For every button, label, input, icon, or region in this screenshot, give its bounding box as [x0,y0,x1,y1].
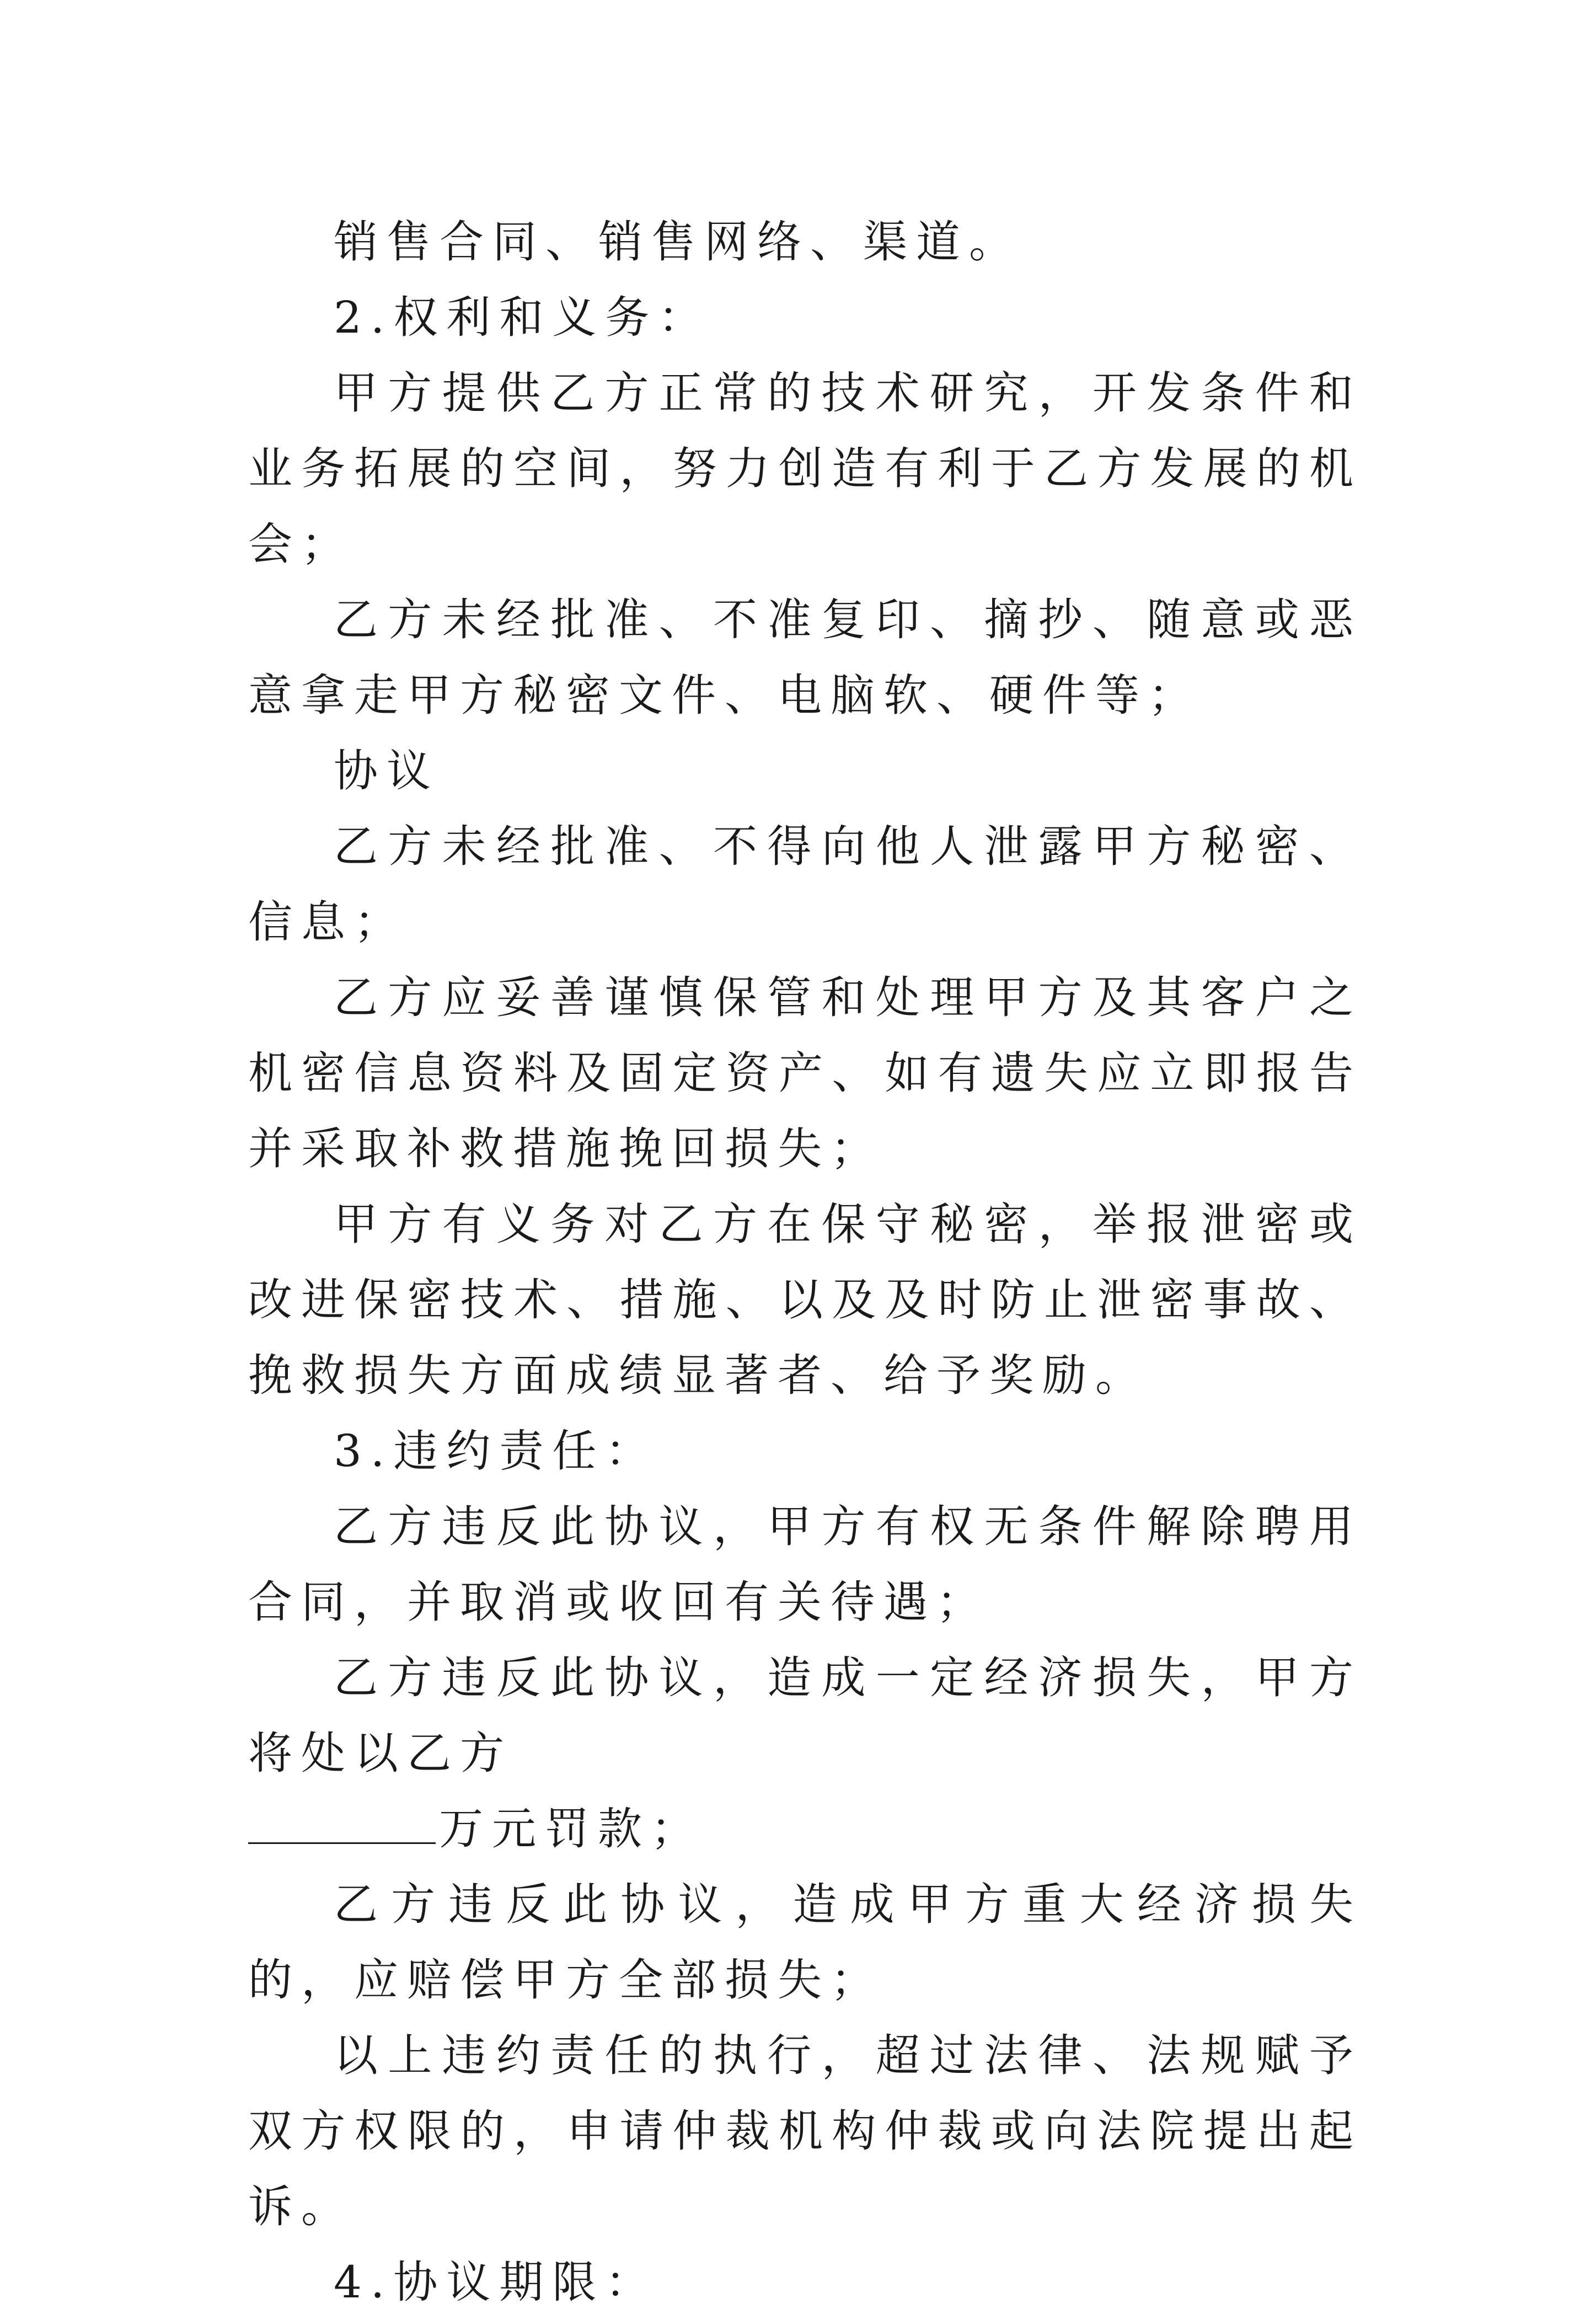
document-body [248,204,1362,2320]
paragraph-arbitration: 以上违约责任的执行，超过法律、法规赋予双方权限的，申请仲裁机构仲裁或向法院提出起诉。 [248,2030,1362,2232]
section-heading-rights-obligations: 2.权利和义务： [334,292,711,343]
paragraph-rewards: 甲方有义务对乙方在保守秘密，举报泄密或改进保密技术、措施、以及及时防止泄密事故、挽救损失方面成绩显著者、给予奖励。 [248,1199,1362,1401]
paragraph-fine: 乙方违反此协议，造成一定经济损失，甲方将处以乙方 [248,1652,1362,1779]
fine-amount-text: 万元罚款； [439,1803,704,1854]
paragraph-fine-amount [248,1791,1362,1867]
paragraph-no-disclosure: 乙方未经批准、不得向他人泄露甲方秘密、信息； [248,821,1362,948]
blank-fill-line [248,1803,436,1844]
paragraph-sales-contract: 销售合同、销售网络、渠道。 [334,216,1022,268]
paragraph-terminate-contract: 乙方违反此协议，甲方有权无条件解除聘用合同，并取消或收回有关待遇； [248,1501,1362,1628]
paragraph-compensation: 乙方违反此协议，造成甲方重大经济损失的，应赔偿甲方全部损失； [248,1879,1362,2006]
paragraph-agreement: 协议 [334,745,440,797]
section-heading-term: 4.协议期限： [334,2257,658,2308]
section-heading-liability: 3.违约责任： [334,1425,658,1477]
paragraph-safekeeping: 乙方应妥善谨慎保管和处理甲方及其客户之机密信息资料及固定资产、如有遗失应立即报告并采取补救措施挽回损失； [248,972,1362,1174]
paragraph-no-copying: 乙方未经批准、不准复印、摘抄、随意或恶意拿走甲方秘密文件、电脑软、硬件等； [248,594,1362,721]
paragraph-party-a-provides: 甲方提供乙方正常的技术研究，开发条件和业务拓展的空间，努力创造有利于乙方发展的机会； [248,367,1362,570]
